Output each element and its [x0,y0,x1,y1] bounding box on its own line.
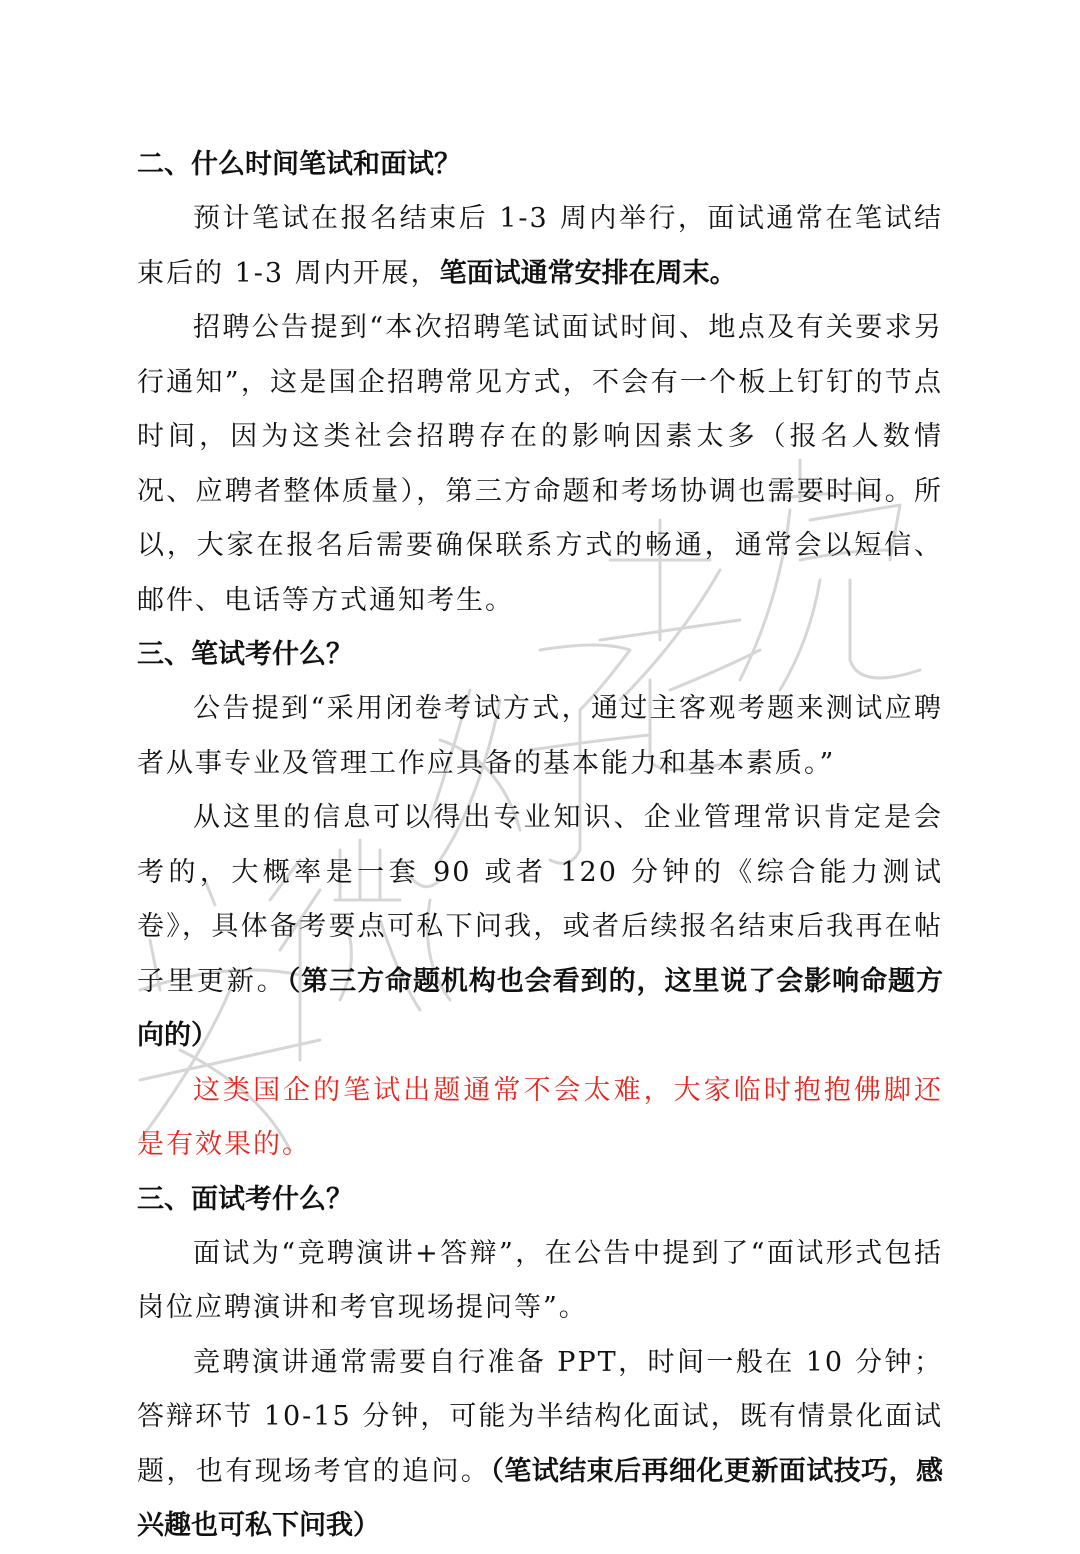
paragraph-text: 从这里的信息可以得出专业知识、企业管理常识肯定是会考的，大概率是一套 90 或者 120 分钟的《综合能力测试卷》，具体备考要点可私下问我，或者后续报名结束后我再在帖子里更新。 [137,802,943,997]
paragraph-text: 竞聘演讲通常需要自行准备 PPT，时间一般在 10 分钟；答辩环节 10-15 分钟，可能为半结构化面试，既有情景化面试题，也有现场考官的追问。 [137,1346,943,1487]
document-body [137,138,943,1554]
paragraph-written-format: 公告提到“采用闭卷考试方式，通过主客观考题来测试应聘者从事专业及管理工作应具备的基本能力和基本素质。” [137,693,943,779]
paragraph-notice-info: 招聘公告提到“本次招聘笔试面试时间、地点及有关要求另行通知”，这是国企招聘常见方式，不会有一个板上钉钉的节点时间，因为这类社会招聘存在的影响因素太多（报名人数情况、应聘者整体质量），第三方命题和考场协调也需要时间。所以，大家在报名后需要确保联系方式的畅通，通常会以短信、邮件、电话等方式通知考生。 [137,312,943,616]
paragraph-red-tip: 这类国企的笔试出题通常不会太难，大家临时抱抱佛脚还是有效果的。 [137,1074,943,1160]
section-heading-interview: 三、面试考什么？ [137,1183,353,1215]
bold-note-weekend: 笔面试通常安排在周末。 [439,257,737,289]
paragraph-interview-detail [137,1336,943,1554]
section-heading-time: 二、什么时间笔试和面试？ [137,149,461,180]
paragraph-exam-schedule [137,192,943,301]
paragraph-text: 预计笔试在报名结束后 1-3 周内举行，面试通常在笔试结束后的 1-3 周内开展， [137,203,943,289]
paragraph-interview-format: 面试为“竞聘演讲+答辩”，在公告中提到了“面试形式包括岗位应聘演讲和考官现场提问等”。 [137,1237,943,1323]
bold-note-interview-tips: （笔试结束后再细化更新面试技巧，感兴趣也可私下问我） [137,1455,944,1541]
paragraph-written-content [137,791,943,1064]
bold-note-third-party: （第三方命题机构也会看到的，这里说了会影响命题方向的） [137,965,944,1051]
section-heading-written: 三、笔试考什么？ [137,639,353,670]
